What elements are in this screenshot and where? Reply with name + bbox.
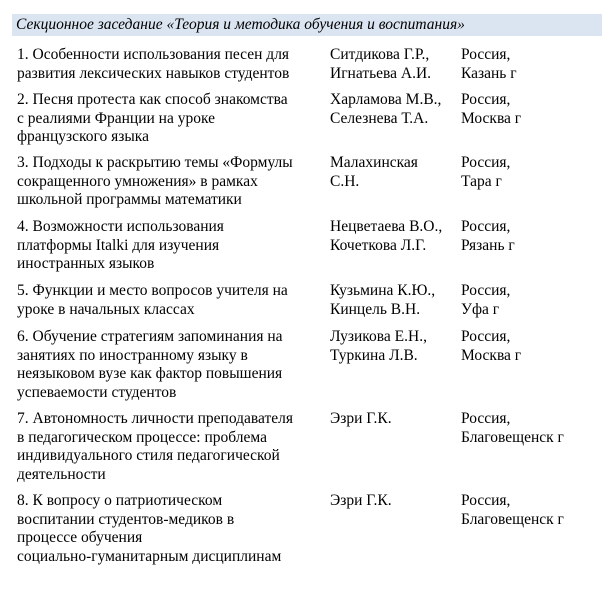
talk-title-line: 5. Функции и место вопросов учителя на — [17, 282, 288, 299]
talk-authors — [330, 46, 458, 83]
talk-title-line: социально-гуманитарным дисциплинам — [17, 547, 282, 565]
talk-location-line: Благовещенск г — [461, 428, 564, 446]
talk-location — [461, 46, 601, 83]
talk-location — [461, 91, 601, 128]
talk-location — [461, 492, 601, 529]
talk-authors — [330, 492, 458, 511]
talk-authors — [330, 154, 458, 191]
talk-location-line: Россия, — [461, 154, 511, 171]
talk-title-line: 6. Обучение стратегиям запоминания на — [17, 328, 283, 345]
talk-title-line: деятельности — [17, 465, 106, 483]
talk-title — [17, 328, 317, 402]
talk-authors-line: Селезнева Т.А. — [330, 109, 429, 127]
talk-authors-line: Эзри Г.К. — [330, 410, 392, 427]
talk-authors-line: Ситдикова Г.Р., — [330, 46, 430, 63]
talk-authors — [330, 218, 458, 255]
talk-title-line: иностранных языков — [17, 255, 155, 272]
talk-authors-line: Кузьмина К.Ю., — [330, 282, 436, 299]
talk-title — [17, 154, 317, 210]
talk-title-line: успеваемости студентов — [17, 383, 177, 401]
talk-location-line: Тара г — [461, 172, 502, 190]
talk-title-line: 2. Песня протеста как способ знакомства — [17, 91, 288, 108]
talk-title-line: 7. Автономность личности преподавателя — [17, 410, 294, 427]
talk-title-line: индивидуального стиля педагогической — [17, 447, 280, 464]
section-title: Секционное заседание «Теория и методика обучения и воспитания» — [12, 14, 602, 36]
talk-title-line: процессе обучения — [17, 529, 143, 546]
talk-location-line: Казань г — [461, 64, 517, 82]
talk-authors-line: Эзри Г.К. — [330, 492, 392, 509]
talk-authors-line: Нецветаева В.О., — [330, 218, 443, 235]
talk-title-line: с реалиями Франции на уроке — [17, 109, 215, 127]
talk-location-line: Благовещенск г — [461, 510, 564, 528]
talk-title — [17, 46, 317, 83]
talk-location — [461, 154, 601, 191]
talk-title-line: развития лексических навыков студентов — [17, 64, 290, 82]
talk-title — [17, 492, 317, 566]
talk-title-line: неязыковом вузе как фактор повышения — [17, 365, 283, 382]
talk-authors — [330, 328, 458, 365]
talk-location-line: Россия, — [461, 91, 511, 108]
talk-title-line: платформы Italki для изучения — [17, 236, 220, 254]
talk-authors-line: Туркина Л.В. — [330, 346, 418, 364]
talk-location-line: Россия, — [461, 492, 511, 509]
talk-authors-line: Игнатьева А.И. — [330, 64, 432, 82]
talk-title — [17, 218, 317, 274]
talk-title — [17, 410, 317, 484]
talk-location — [461, 328, 601, 365]
talk-location-line: Россия, — [461, 410, 511, 427]
talk-title-line: французского языка — [17, 128, 149, 145]
talk-title-line: занятиях по иностранному языку в — [17, 346, 248, 364]
talk-title-line: 3. Подходы к раскрытию темы «Формулы — [17, 154, 293, 171]
talk-location-line: Уфа г — [461, 300, 500, 318]
talk-location — [461, 410, 601, 447]
talk-location-line: Рязань г — [461, 236, 515, 254]
talk-title-line: школьной программы математики — [17, 191, 242, 208]
talk-authors — [330, 91, 458, 128]
talk-authors-line: Кочеткова Л.Г. — [330, 236, 427, 254]
talk-title-line: 8. К вопросу о патриотическом — [17, 492, 223, 509]
talk-authors-line: Малахинская — [330, 154, 418, 171]
talk-title-line: 4. Возможности использования — [17, 218, 224, 235]
talk-title — [17, 282, 317, 319]
talk-location-line: Москва г — [461, 346, 522, 364]
talk-location-line: Россия, — [461, 282, 511, 299]
talk-title-line: сокращенного умножения» в рамках — [17, 172, 258, 190]
talk-title-line: воспитании студентов-медиков в — [17, 510, 235, 528]
talk-location — [461, 282, 601, 319]
talk-authors — [330, 410, 458, 429]
talk-location-line: Москва г — [461, 109, 522, 127]
talk-title-line: уроке в начальных классах — [17, 300, 195, 318]
talk-location — [461, 218, 601, 255]
talk-title — [17, 91, 317, 147]
talk-location-line: Россия, — [461, 328, 511, 345]
talk-authors — [330, 282, 458, 319]
talk-location-line: Россия, — [461, 218, 511, 235]
talk-authors-line: Лузикова Е.Н., — [330, 328, 427, 345]
talk-authors-line: Харламова М.В., — [330, 91, 442, 108]
talk-authors-line: Кинцель В.Н. — [330, 300, 421, 318]
talk-title-line: в педагогическом процессе: проблема — [17, 428, 267, 446]
talk-authors-line: С.Н. — [330, 172, 360, 190]
talk-title-line: 1. Особенности использования песен для — [17, 46, 290, 63]
talk-location-line: Россия, — [461, 46, 511, 63]
